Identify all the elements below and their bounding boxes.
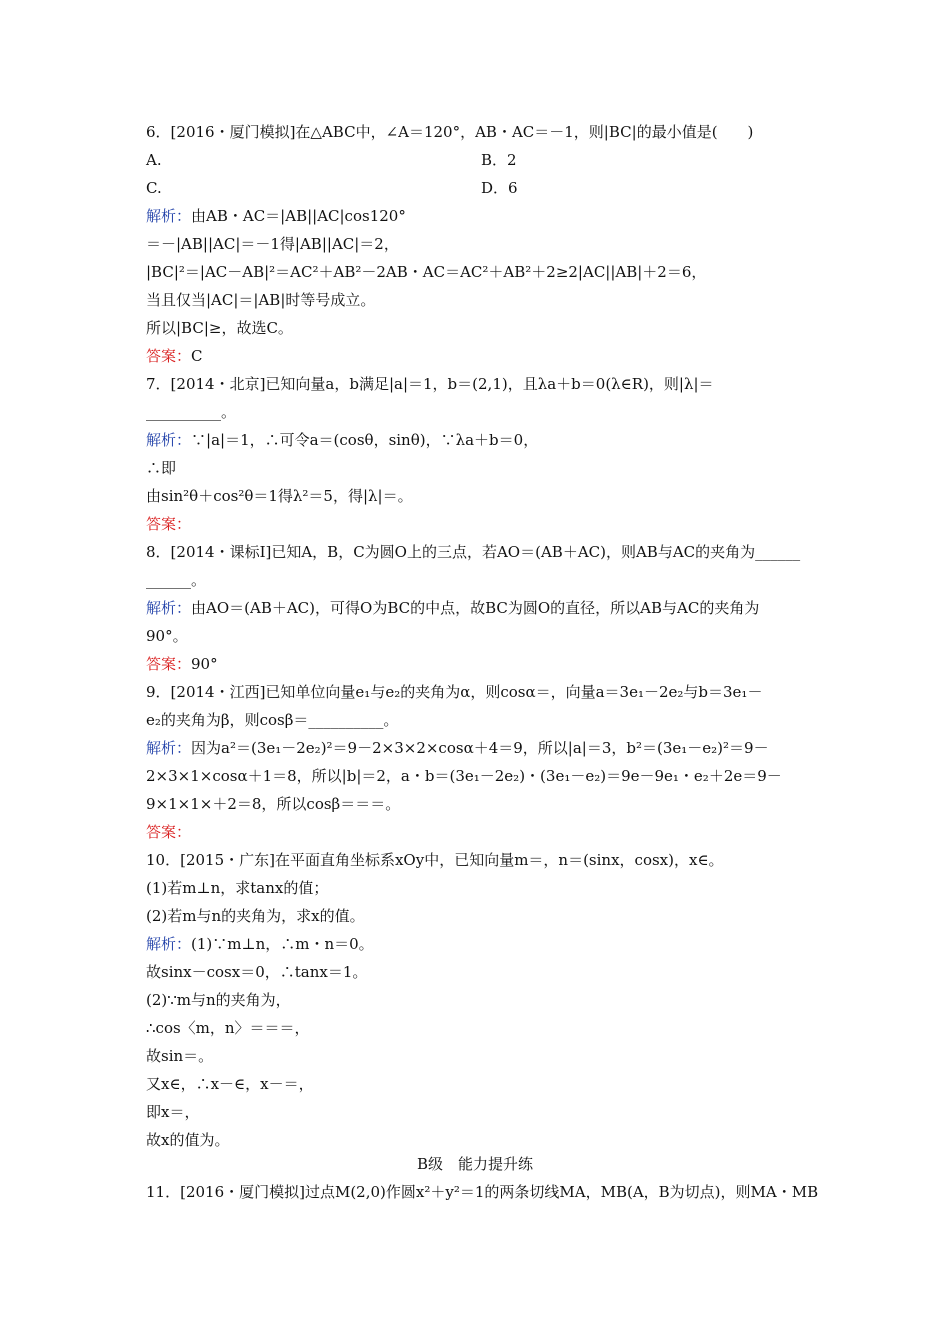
q7-answer: [146, 514, 191, 534]
q7-analysis-text-1: ∵|a|＝1，∴可令a＝(cosθ，sinθ)，∵λa＋b＝0，: [191, 431, 539, 449]
q6-stem: 6．[2016・厦门模拟]在△ABC中，∠A＝120°，AB・AC＝－1，则|BC|的最小值是( ): [146, 123, 754, 141]
q6-analysis-line-2: ＝－|AB||AC|＝－1得|AB||AC|＝2，: [146, 235, 399, 253]
q6-option-b: B．2: [481, 151, 517, 169]
q9-analysis-text-1: 因为a²＝(3e₁－2e₂)²＝9－2×3×2×cosα＋4＝9，所以|a|＝3，b²＝(3e₁－e₂)²＝9－: [191, 739, 769, 757]
q10-analysis-line-5: 故sin＝。: [146, 1047, 214, 1065]
q9-analysis-line-2: 2×3×1×cosα＋1＝8，所以|b|＝2，a・b＝(3e₁－2e₂)・(3e₁－e₂)＝9e－9e₁・e₂＋2e＝9－: [146, 767, 782, 785]
section-heading: B级 能力提升练: [416, 1155, 534, 1173]
q6-analysis-line-1: [146, 206, 406, 226]
q8-analysis-text-1: 由AO＝(AB＋AC)，可得O为BC的中点，故BC为圆O的直径，所以AB与AC的夹角为: [191, 599, 760, 617]
q6-analysis-line-4: 当且仅当|AC|＝|AB|时等号成立。: [146, 291, 376, 309]
q10-analysis-line-8: 故x的值为。: [146, 1131, 230, 1149]
q8-answer: [146, 654, 218, 674]
q9-answer: [146, 822, 191, 842]
q8-answer-label: 答案：: [146, 655, 192, 673]
q6-option-c: C.: [146, 179, 162, 197]
q6-answer: [146, 346, 203, 366]
q10-analysis-line-3: (2)∵m与n的夹角为，: [146, 991, 291, 1009]
q8-stem-line-1: 8．[2014・课标Ⅰ]已知A，B，C为圆O上的三点，若AO＝(AB＋AC)，则AB与AC的夹角为______: [146, 543, 801, 561]
q10-analysis-label: 解析：: [146, 935, 192, 953]
q8-stem-line-2: ______。: [146, 571, 207, 589]
q10-analysis-line-6: 又x∈，∴x－∈，x－＝，: [146, 1075, 314, 1093]
q9-analysis-line-3: 9×1×1×＋2＝8，所以cosβ＝＝＝。: [146, 795, 401, 813]
q8-analysis-label: 解析：: [146, 599, 192, 617]
q9-answer-label: 答案：: [146, 823, 192, 841]
q10-part-1: (1)若m⊥n，求tanx的值；: [146, 879, 329, 897]
q10-analysis-line-2: 故sinx－cosx＝0，∴tanx＝1。: [146, 963, 368, 981]
q6-analysis-line-5: 所以|BC|≥，故选C。: [146, 319, 293, 337]
q7-analysis-line-1: [146, 430, 538, 450]
q7-stem-line-2: __________。: [146, 403, 237, 421]
q6-analysis-line-3: |BC|²＝|AC－AB|²＝AC²＋AB²－2AB・AC＝AC²＋AB²＋2≥2|AC||AB|＋2＝6，: [146, 263, 707, 281]
q7-answer-label: 答案：: [146, 515, 192, 533]
q10-analysis-line-4: ∴cos〈m，n〉＝＝＝，: [146, 1019, 310, 1037]
q8-analysis-line-2: 90°。: [146, 627, 188, 645]
q7-analysis-line-3: 由sin²θ＋cos²θ＝1得λ²＝5，得|λ|＝。: [146, 487, 413, 505]
q10-part-2: (2)若m与n的夹角为，求x的值。: [146, 907, 365, 925]
q7-stem-line-1: 7．[2014・北京]已知向量a，b满足|a|＝1，b＝(2,1)，且λa＋b＝0(λ∈R)，则|λ|＝: [146, 375, 714, 393]
q9-stem-line-2: e₂的夹角为β，则cosβ＝__________。: [146, 711, 399, 729]
q9-analysis-label: 解析：: [146, 739, 192, 757]
q8-analysis-line-1: [146, 598, 759, 618]
q9-analysis-line-1: [146, 738, 769, 758]
q10-stem: 10．[2015・广东]在平面直角坐标系xOy中，已知向量m＝，n＝(sinx，cosx)，x∈。: [146, 851, 724, 869]
q6-answer-label: 答案：: [146, 347, 192, 365]
q6-option-a: A.: [146, 151, 162, 169]
q11-stem: 11．[2016・厦门模拟]过点M(2,0)作圆x²＋y²＝1的两条切线MA，MB(A，B为切点)，则MA・MB: [146, 1183, 819, 1201]
q9-stem-line-1: 9．[2014・江西]已知单位向量e₁与e₂的夹角为α，则cosα＝，向量a＝3e₁－2e₂与b＝3e₁－: [146, 683, 763, 701]
q7-analysis-line-2: ∴即: [146, 459, 177, 477]
q7-analysis-label: 解析：: [146, 431, 192, 449]
q6-option-d: D．6: [481, 179, 518, 197]
q10-analysis-line-1: [146, 934, 374, 954]
q10-analysis-line-7: 即x＝，: [146, 1103, 200, 1121]
q6-analysis-label: 解析：: [146, 207, 192, 225]
q6-analysis-text-1: 由AB・AC＝|AB||AC|cos120°: [191, 207, 406, 225]
q8-answer-value: 90°: [191, 655, 218, 673]
q10-analysis-text-1: (1)∵m⊥n，∴m・n＝0。: [191, 935, 374, 953]
q6-answer-value: C: [191, 347, 203, 365]
